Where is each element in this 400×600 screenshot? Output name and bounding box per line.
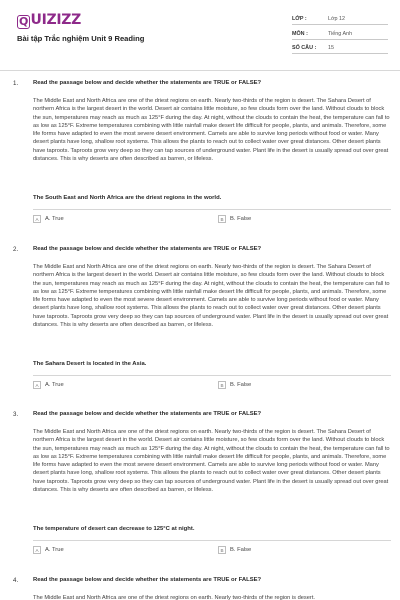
- option-label: A. True: [45, 382, 64, 388]
- document-header: [0, 0, 400, 70]
- meta-value: Lớp 12: [328, 16, 346, 22]
- question-number: 4.: [13, 577, 19, 584]
- option-a[interactable]: [33, 215, 64, 225]
- answer-divider: [33, 209, 391, 210]
- question-prompt: Read the passage below and decide whether the statements are TRUE or FALSE?: [33, 80, 262, 86]
- meta-row-count: [292, 44, 388, 54]
- option-letter-box: A: [33, 546, 41, 554]
- meta-key: MÔN :: [292, 31, 308, 37]
- question-prompt: Read the passage below and decide whether the statements are TRUE or FALSE?: [33, 577, 262, 583]
- logo-text: UIZIZZ: [30, 12, 81, 28]
- question-passage: The Middle East and North Africa are one of the driest regions on earth. Nearly two-thirds of the region is desert.: [33, 595, 315, 600]
- question-number: 3.: [13, 411, 19, 418]
- option-label: B. False: [230, 547, 252, 553]
- option-b[interactable]: [218, 546, 251, 556]
- logo-q-mark: Q: [18, 15, 29, 28]
- question-prompt: Read the passage below and decide whether the statements are TRUE or FALSE?: [33, 411, 262, 417]
- option-label: B. False: [230, 382, 252, 388]
- meta-key: SỐ CÂU :: [292, 45, 317, 51]
- answer-divider: [33, 540, 391, 541]
- question-statement: The temperature of desert can decrease to 125°C at night.: [33, 526, 195, 532]
- question-statement: The Sahara Desert is located in the Asia.: [33, 361, 147, 367]
- question-number: 2.: [13, 246, 19, 253]
- meta-value: 15: [328, 45, 334, 51]
- answer-divider: [33, 375, 391, 376]
- option-b[interactable]: [218, 215, 251, 225]
- meta-row-subject: [292, 30, 388, 40]
- question-prompt: Read the passage below and decide whether the statements are TRUE or FALSE?: [33, 246, 262, 252]
- option-label: A. True: [45, 547, 64, 553]
- meta-value: Tiếng Anh: [328, 31, 353, 37]
- option-a[interactable]: [33, 381, 64, 391]
- question-item: [0, 80, 400, 230]
- question-number: 1.: [13, 80, 19, 87]
- option-letter-box: B: [218, 381, 226, 389]
- question-passage: The Middle East and North Africa are one of the driest regions on earth. Nearly two-thirds of the region is desert. The Sahara Desert of northern Africa is the largest desert in the world. Desert air contains little moisture, so few clouds form over the land. Without clouds to block the sun, temperatures may reach as much as 125°F during the day. At night, without the clouds to contain the heat, the temperature can fall to as low as 125°F. Extreme temperatures combining with little rainfall make desert life difficult for people, plants, and animals. Therefore, some life forms have adapted to even the most severe desert environment. Camels are able to survive long periods without food or water. Many desert plants have long, shallow root systems. This allows the plants to reach out to collect water over great distances. Other desert plants have taproots. Taproots grow very deep so they can tap sources of underground water. Plant life in the desert is usually spread out over great distances. This is why deserts are often described as barren, or lifeless.: [33, 264, 390, 329]
- option-letter-box: A: [33, 381, 41, 389]
- meta-row-class: [292, 15, 388, 25]
- quizizz-logo: [17, 12, 81, 30]
- option-a[interactable]: [33, 546, 64, 556]
- question-item: [0, 577, 400, 600]
- header-divider: [0, 70, 400, 71]
- document-title: Bài tập Trắc nghiệm Unit 9 Reading: [17, 34, 145, 43]
- question-statement: The South East and North Africa are the driest regions in the world.: [33, 195, 222, 201]
- option-letter-box: B: [218, 546, 226, 554]
- question-passage: The Middle East and North Africa are one of the driest regions on earth. Nearly two-thirds of the region is desert. The Sahara Desert of northern Africa is the largest desert in the world. Desert air contains little moisture, so few clouds form over the land. Without clouds to block the sun, temperatures may reach as much as 125°F during the day. At night, without the clouds to contain the heat, the temperature can fall to as low as 125°F. Extreme temperatures combining with little rainfall make desert life difficult for people, plants, and animals. Therefore, some life forms have adapted to even the most severe desert environment. Camels are able to survive long periods without food or water. Many desert plants have long, shallow root systems. This allows the plants to reach out to collect water over great distances. Other desert plants have taproots. Taproots grow very deep so they can tap sources of underground water. Plant life in the desert is usually spread out over great distances. This is why deserts are often described as barren, or lifeless.: [33, 429, 390, 494]
- option-label: A. True: [45, 216, 64, 222]
- question-passage: The Middle East and North Africa are one of the driest regions on earth. Nearly two-thirds of the region is desert. The Sahara Desert of northern Africa is the largest desert in the world. Desert air contains little moisture, so few clouds form over the land. Without clouds to block the sun, temperatures may reach as much as 125°F during the day. At night, without the clouds to contain the heat, the temperature can fall to as low as 125°F. Extreme temperatures combining with little rainfall make desert life difficult for people, plants, and animals. Therefore, some life forms have adapted to even the most severe desert environment. Camels are able to survive long periods without food or water. Many desert plants have long, shallow root systems. This allows the plants to reach out to collect water over great distances. Other desert plants have taproots. Taproots grow very deep so they can tap sources of underground water. Plant life in the desert is usually spread out over great distances. This is why deserts are often described as barren, or lifeless.: [33, 98, 390, 163]
- question-item: [0, 411, 400, 561]
- option-letter-box: A: [33, 215, 41, 223]
- option-label: B. False: [230, 216, 252, 222]
- option-b[interactable]: [218, 381, 251, 391]
- question-item: [0, 246, 400, 396]
- option-letter-box: B: [218, 215, 226, 223]
- meta-key: LỚP :: [292, 16, 307, 22]
